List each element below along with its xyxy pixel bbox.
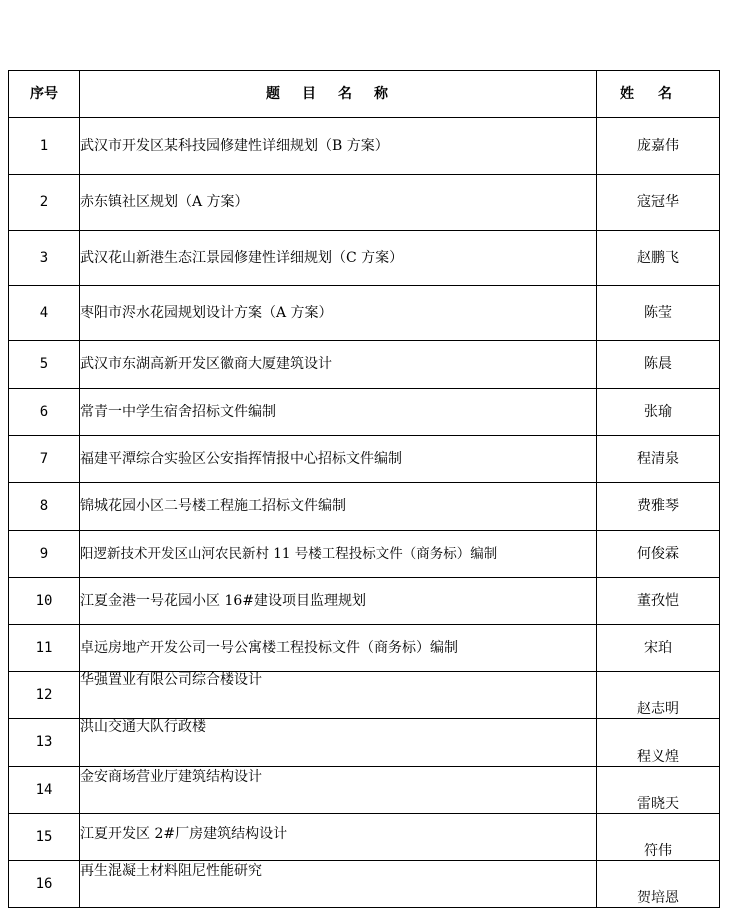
project-title: 武汉市开发区某科技园修建性详细规划（B 方案）	[80, 118, 597, 175]
project-title: 华强置业有限公司综合楼设计	[80, 672, 597, 719]
student-name: 宋珀	[597, 625, 720, 672]
project-title: 枣阳市浕水花园规划设计方案（A 方案）	[80, 286, 597, 341]
row-number: 12	[9, 672, 80, 719]
student-name: 张瑜	[597, 389, 720, 436]
row-number: 3	[9, 231, 80, 286]
student-name: 符伟	[597, 814, 720, 861]
row-number: 11	[9, 625, 80, 672]
student-name: 陈晨	[597, 341, 720, 389]
table-row	[9, 531, 720, 578]
table-row	[9, 231, 720, 286]
student-name: 雷晓天	[597, 767, 720, 814]
project-title: 武汉花山新港生态江景园修建性详细规划（C 方案）	[80, 231, 597, 286]
header-number: 序号	[9, 71, 80, 118]
table-row	[9, 118, 720, 175]
student-name: 贺培恩	[597, 861, 720, 908]
table-row	[9, 814, 720, 861]
table-row	[9, 341, 720, 389]
row-number: 2	[9, 175, 80, 231]
student-name: 程义煌	[597, 719, 720, 767]
table-row	[9, 625, 720, 672]
table-row	[9, 719, 720, 767]
student-name: 何俊霖	[597, 531, 720, 578]
project-title: 锦城花园小区二号楼工程施工招标文件编制	[80, 483, 597, 531]
student-name: 董孜恺	[597, 578, 720, 625]
project-title: 再生混凝土材料阻尼性能研究	[80, 861, 597, 908]
table-row	[9, 861, 720, 908]
row-number: 15	[9, 814, 80, 861]
project-title: 武汉市东湖高新开发区徽商大厦建筑设计	[80, 341, 597, 389]
row-number: 14	[9, 767, 80, 814]
row-number: 16	[9, 861, 80, 908]
project-roster-table	[8, 70, 720, 908]
header-row	[9, 71, 720, 118]
table-row	[9, 672, 720, 719]
student-name: 陈莹	[597, 286, 720, 341]
table-row	[9, 175, 720, 231]
project-title: 福建平潭综合实验区公安指挥情报中心招标文件编制	[80, 436, 597, 483]
row-number: 1	[9, 118, 80, 175]
student-name: 庞嘉伟	[597, 118, 720, 175]
row-number: 13	[9, 719, 80, 767]
student-name: 赵志明	[597, 672, 720, 719]
table-row	[9, 578, 720, 625]
row-number: 8	[9, 483, 80, 531]
project-title: 江夏开发区 2#厂房建筑结构设计	[80, 814, 597, 861]
table-row	[9, 483, 720, 531]
table-row	[9, 389, 720, 436]
row-number: 6	[9, 389, 80, 436]
table-row	[9, 767, 720, 814]
header-title: 题目名称	[80, 71, 597, 118]
row-number: 10	[9, 578, 80, 625]
student-name: 程清泉	[597, 436, 720, 483]
student-name: 赵鹏飞	[597, 231, 720, 286]
student-name: 寇冠华	[597, 175, 720, 231]
header-name: 姓名	[597, 71, 720, 118]
project-title: 江夏金港一号花园小区 16#建设项目监理规划	[80, 578, 597, 625]
project-title: 金安商场营业厅建筑结构设计	[80, 767, 597, 814]
project-title: 赤东镇社区规划（A 方案）	[80, 175, 597, 231]
row-number: 5	[9, 341, 80, 389]
project-title: 卓远房地产开发公司一号公寓楼工程投标文件（商务标）编制	[80, 625, 597, 672]
row-number: 9	[9, 531, 80, 578]
table-row	[9, 286, 720, 341]
table-row	[9, 436, 720, 483]
project-title: 洪山交通大队行政楼	[80, 719, 597, 767]
student-name: 费雅琴	[597, 483, 720, 531]
roster-sheet	[8, 70, 719, 908]
row-number: 7	[9, 436, 80, 483]
row-number: 4	[9, 286, 80, 341]
project-title: 阳逻新技术开发区山河农民新村 11 号楼工程投标文件（商务标）编制	[80, 531, 597, 578]
project-title: 常青一中学生宿舍招标文件编制	[80, 389, 597, 436]
